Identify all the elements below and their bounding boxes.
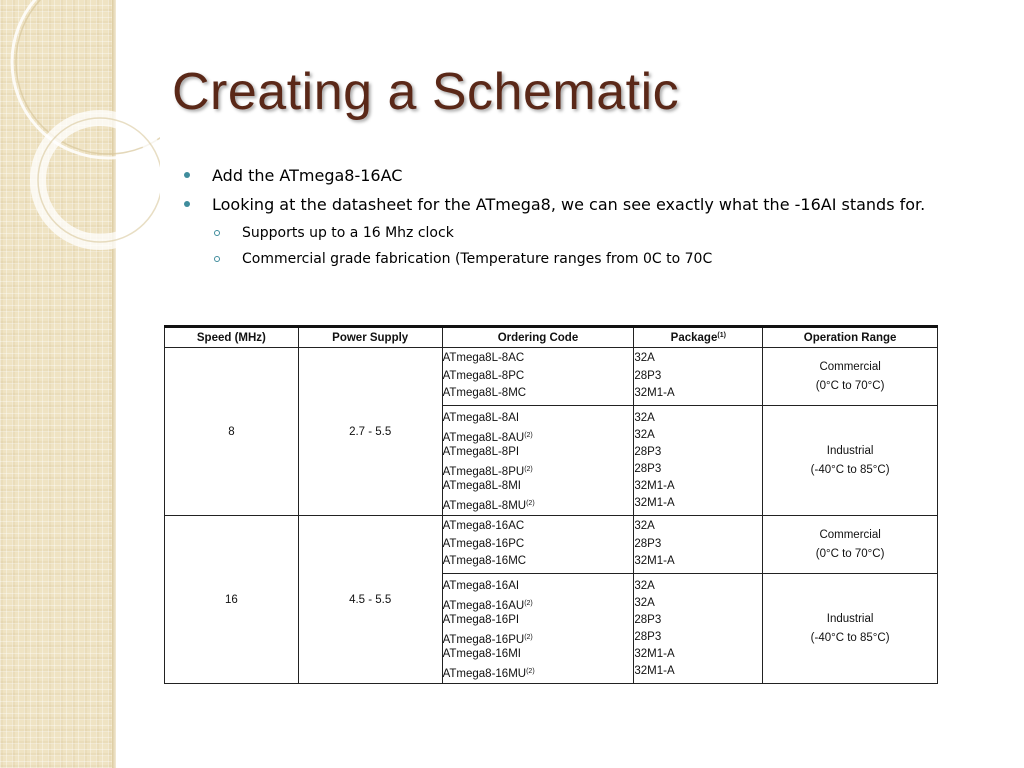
package-code: 28P3 — [634, 613, 662, 626]
ordering-code — [443, 461, 634, 478]
ordering-code — [443, 427, 634, 444]
ordering-code-text: ATmega8-16AI — [442, 579, 520, 592]
ordering-code-text: ATmega8-16PC — [442, 537, 525, 550]
ordering-code-text: ATmega8-16AC — [442, 520, 525, 533]
ordering-code-cell — [442, 574, 634, 684]
ordering-code — [443, 553, 634, 571]
ordering-code — [443, 629, 634, 646]
package-code: 32M1-A — [634, 647, 675, 660]
ordering-code — [443, 385, 634, 403]
footnote-marker: (2) — [524, 633, 533, 641]
sub-bullet-item — [184, 222, 1004, 248]
ordering-code — [443, 495, 634, 512]
package-code: 32M1-A — [634, 387, 675, 400]
package-code: 32M1-A — [634, 496, 675, 509]
footnote-marker: (2) — [526, 499, 535, 507]
ordering-code — [443, 612, 634, 629]
ordering-code — [443, 663, 634, 680]
footnote-marker: (2) — [526, 667, 535, 675]
operation-range-cell — [763, 348, 938, 406]
package-code: 32A — [634, 352, 655, 365]
ordering-code — [443, 444, 634, 461]
slide-title: Creating a Schematic — [172, 63, 680, 121]
power-supply-cell: 4.5 - 5.5 — [298, 516, 442, 684]
package-code: 32A — [634, 520, 655, 533]
table-row — [165, 516, 938, 574]
ordering-code — [443, 478, 634, 495]
range-grade: Commercial — [819, 528, 881, 541]
range-temperature: (-40°C to 85°C) — [810, 631, 890, 644]
sub-bullet-text: Supports up to a 16 Mhz clock — [242, 225, 454, 241]
footnote-marker: (2) — [524, 431, 533, 439]
ordering-code-text: ATmega8L-8MI — [442, 479, 521, 492]
ordering-code-text: ATmega8-16MU — [442, 667, 527, 680]
header-package-label: Package — [670, 331, 718, 344]
ordering-code — [443, 536, 634, 554]
ordering-code-text: ATmega8-16PU — [442, 633, 525, 646]
ordering-code-cell — [442, 516, 634, 574]
package-code: 32M1-A — [634, 479, 675, 492]
ordering-code-text: ATmega8-16AU — [442, 599, 525, 612]
bullet-item — [184, 193, 1004, 222]
ordering-code-text: ATmega8-16MI — [442, 647, 521, 660]
ordering-code — [443, 646, 634, 663]
package-cell — [634, 406, 763, 516]
table-row — [165, 348, 938, 406]
sub-bullet-ring-icon — [214, 230, 220, 236]
header-ordering-code: Ordering Code — [442, 327, 634, 348]
package-code: 28P3 — [634, 445, 662, 458]
package-code: 32A — [634, 411, 655, 424]
package-code: 32M1-A — [634, 555, 675, 568]
range-grade: Industrial — [826, 444, 874, 457]
ordering-code-cell — [442, 406, 634, 516]
package-code: 28P3 — [634, 369, 662, 382]
header-package — [634, 327, 763, 348]
package-code: 28P3 — [634, 630, 662, 643]
bullet-dot-icon — [184, 172, 190, 178]
range-temperature: (0°C to 70°C) — [815, 547, 885, 560]
ordering-code — [443, 368, 634, 386]
bullet-text: Add the ATmega8-16AC — [212, 166, 403, 185]
package-cell — [634, 574, 763, 684]
ordering-code — [443, 518, 634, 536]
bullet-text: Looking at the datasheet for the ATmega8, we can see exactly what the -16AI stands for. — [212, 195, 926, 214]
power-supply-cell: 2.7 - 5.5 — [298, 348, 442, 516]
range-temperature: (-40°C to 85°C) — [810, 463, 890, 476]
table-header-row — [165, 327, 938, 348]
ordering-code-text: ATmega8L-8PI — [442, 445, 520, 458]
sub-bullet-item — [184, 248, 1004, 274]
speed-cell: 16 — [165, 516, 299, 684]
package-code: 32A — [634, 596, 655, 609]
package-code: 32A — [634, 428, 655, 441]
package-code: 28P3 — [634, 537, 662, 550]
ordering-code-text: ATmega8L-8AC — [442, 352, 525, 365]
ordering-code-text: ATmega8L-8AU — [442, 431, 525, 444]
range-grade: Commercial — [819, 360, 881, 373]
package-cell — [634, 516, 763, 574]
footnote-marker: (2) — [524, 465, 533, 473]
ordering-code — [443, 595, 634, 612]
bullet-list — [184, 164, 1004, 274]
package-code: 32A — [634, 579, 655, 592]
ordering-code-text: ATmega8L-8MC — [442, 387, 527, 400]
footnote-marker: (2) — [524, 599, 533, 607]
speed-cell: 8 — [165, 348, 299, 516]
sub-bullet-ring-icon — [214, 256, 220, 262]
package-code: 32M1-A — [634, 664, 675, 677]
ordering-code-text: ATmega8L-8PC — [442, 369, 525, 382]
operation-range-cell — [763, 516, 938, 574]
bullet-item — [184, 164, 1004, 193]
ordering-code — [443, 578, 634, 595]
sub-bullet-text: Commercial grade fabrication (Temperature ranges from 0C to 70C — [242, 251, 713, 267]
header-power-supply: Power Supply — [298, 327, 442, 348]
operation-range-cell — [763, 406, 938, 516]
range-grade: Industrial — [826, 612, 874, 625]
ordering-code-cell — [442, 348, 634, 406]
ordering-code-text: ATmega8L-8PU — [442, 465, 525, 478]
ordering-code — [443, 350, 634, 368]
decorative-circles — [0, 0, 160, 260]
package-cell — [634, 348, 763, 406]
ordering-code-text: ATmega8L-8MU — [442, 499, 527, 512]
ordering-code — [443, 410, 634, 427]
ordering-info-table — [164, 325, 938, 684]
bullet-dot-icon — [184, 201, 190, 207]
header-operation-range: Operation Range — [763, 327, 938, 348]
ordering-code-text: ATmega8-16PI — [442, 613, 520, 626]
header-package-footnote: (1) — [717, 331, 726, 339]
range-temperature: (0°C to 70°C) — [815, 379, 885, 392]
ordering-code-text: ATmega8-16MC — [442, 555, 527, 568]
header-speed: Speed (MHz) — [165, 327, 299, 348]
package-code: 28P3 — [634, 462, 662, 475]
operation-range-cell — [763, 574, 938, 684]
ordering-code-text: ATmega8L-8AI — [442, 411, 520, 424]
